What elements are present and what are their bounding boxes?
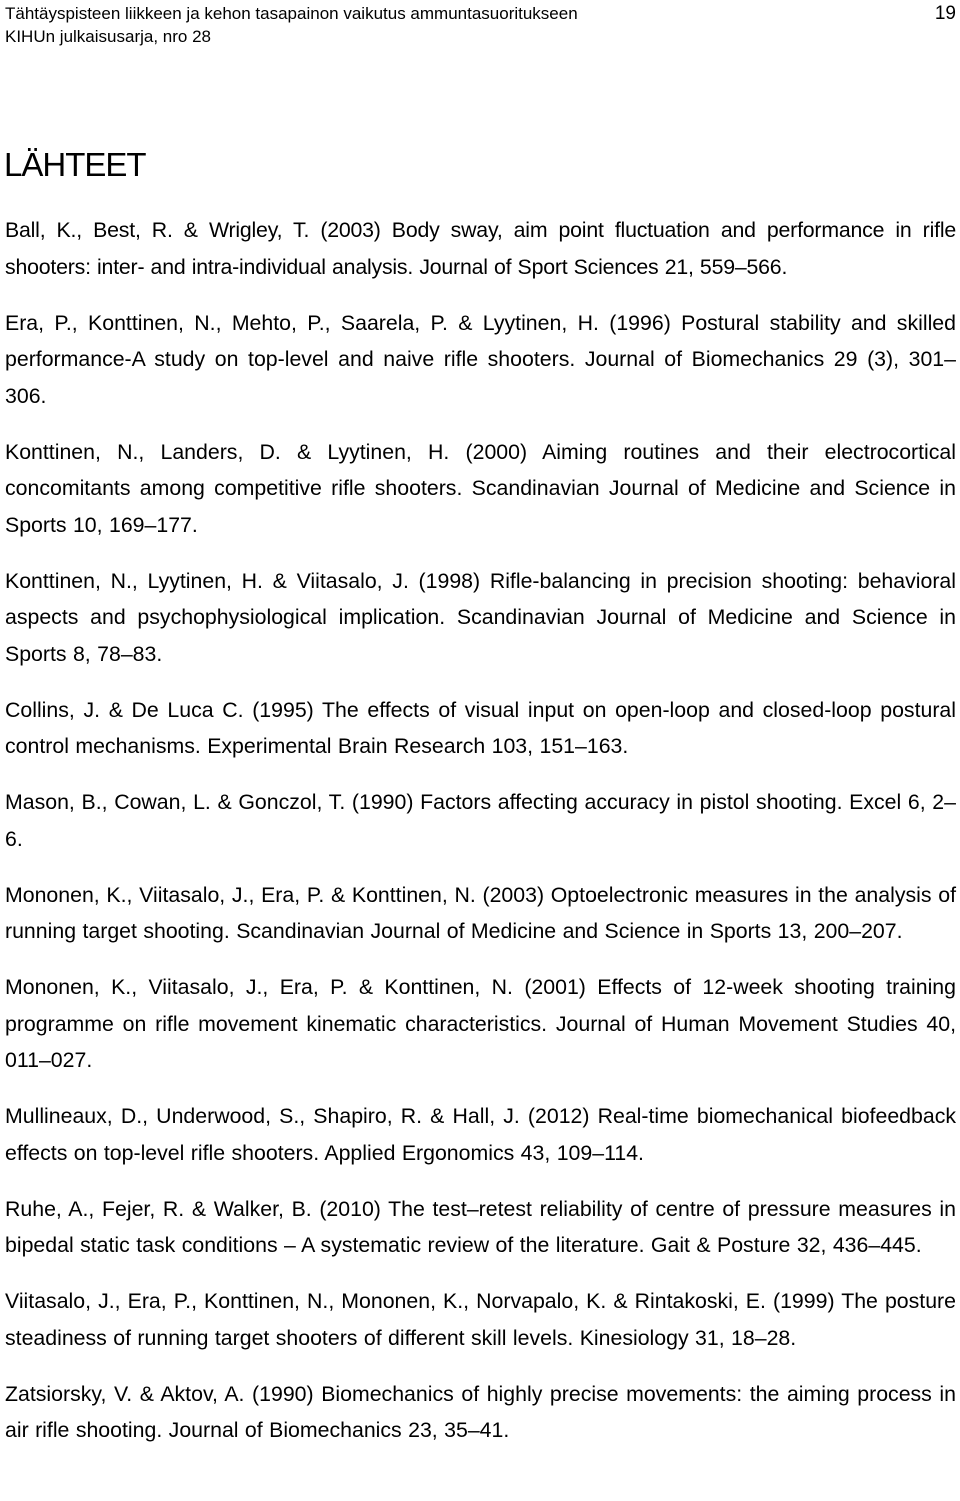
header-series: KIHUn julkaisusarja, nro 28: [5, 27, 211, 46]
reference-list: [5, 212, 956, 1468]
reference-item: Collins, J. & De Luca C. (1995) The effects of visual input on open-loop and closed-loop postural control mechanisms. Experimental Brain Research 103, 151–163.: [5, 697, 956, 758]
reference-item: Mononen, K., Viitasalo, J., Era, P. & Konttinen, N. (2003) Optoelectronic measures in the analysis of running target shooting. Scandinavian Journal of Medicine and Science in Sports 13, 200–207.: [5, 882, 956, 943]
reference-item: Zatsiorsky, V. & Aktov, A. (1990) Biomechanics of highly precise movements: the aiming process in air rifle shooting. Journal of Biomechanics 23, 35–41.: [5, 1381, 956, 1442]
section-title: LÄHTEET: [4, 146, 146, 183]
reference-item: Konttinen, N., Lyytinen, H. & Viitasalo, J. (1998) Rifle-balancing in precision shooting: behavioral aspects and psychophysiological implication. Scandinavian Journal of Medicine and Science in Sports 8, 78–83.: [5, 568, 956, 666]
reference-item: Konttinen, N., Landers, D. & Lyytinen, H. (2000) Aiming routines and their electrocortical concomitants among competitive rifle shooters. Scandinavian Journal of Medicine and Science in Sports 10, 169–177.: [5, 439, 956, 537]
header-title: Tähtäyspisteen liikkeen ja kehon tasapainon vaikutus ammuntasuoritukseen: [5, 4, 578, 23]
running-header: [5, 2, 955, 48]
reference-item: Era, P., Konttinen, N., Mehto, P., Saarela, P. & Lyytinen, H. (1996) Postural stability and skilled performance-A study on top-level and naive rifle shooters. Journal of Biomechanics 29 (3), 301–306.: [5, 310, 956, 408]
reference-item: Mononen, K., Viitasalo, J., Era, P. & Konttinen, N. (2001) Effects of 12-week shooting training programme on rifle movement kinematic characteristics. Journal of Human Movement Studies 40, 011–027.: [5, 975, 956, 1072]
reference-item: Ruhe, A., Fejer, R. & Walker, B. (2010) The test–retest reliability of centre of pressure measures in bipedal static task conditions – A systematic review of the literature. Gait & Posture 32, 436–445.: [5, 1196, 956, 1257]
reference-item: Ball, K., Best, R. & Wrigley, T. (2003) Body sway, aim point fluctuation and performance in rifle shooters: inter- and intra-individual analysis. Journal of Sport Sciences 21, 559–566.: [5, 218, 956, 279]
page-number: 19: [934, 3, 956, 24]
reference-item: Mullineaux, D., Underwood, S., Shapiro, R. & Hall, J. (2012) Real-time biomechanical biofeedback effects on top-level rifle shooters. Applied Ergonomics 43, 109–114.: [5, 1104, 956, 1165]
reference-item: Mason, B., Cowan, L. & Gonczol, T. (1990) Factors affecting accuracy in pistol shooting. Excel 6, 2–6.: [5, 790, 956, 851]
reference-item: Viitasalo, J., Era, P., Konttinen, N., Mononen, K., Norvapalo, K. & Rintakoski, E. (1999) The posture steadiness of running target shooters of different skill levels. Kinesiology 31, 18–28.: [5, 1289, 956, 1350]
